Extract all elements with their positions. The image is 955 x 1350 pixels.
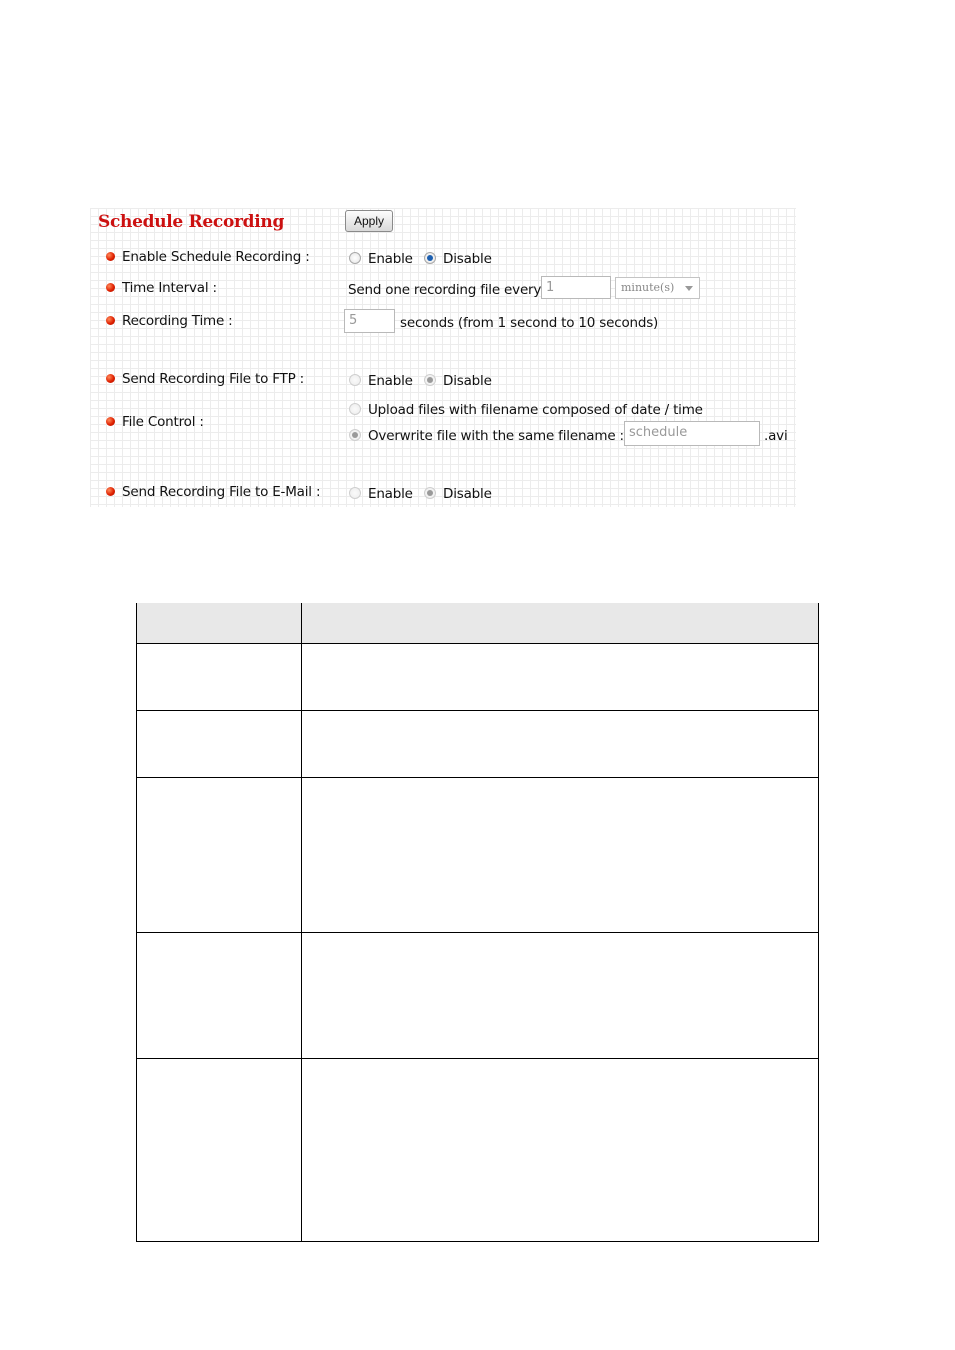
chevron-down-icon xyxy=(685,286,693,291)
recording-time-suffix: seconds (from 1 second to 10 seconds) xyxy=(400,315,659,331)
schedule-recording-panel xyxy=(90,208,796,507)
table-row-divider xyxy=(136,932,819,933)
enable-schedule-disable-radio[interactable] xyxy=(424,252,436,264)
description-table xyxy=(136,603,819,1242)
table-header-row xyxy=(137,603,819,643)
enable-schedule-enable-label: Enable xyxy=(368,251,413,267)
send-email-label: Send Recording File to E-Mail : xyxy=(122,484,321,500)
time-interval-unit-select[interactable] xyxy=(615,277,700,299)
table-border-right xyxy=(818,603,819,1242)
send-ftp-disable-radio[interactable] xyxy=(424,374,436,386)
time-interval-label: Time Interval : xyxy=(122,280,217,296)
table-header-divider xyxy=(136,643,819,644)
enable-schedule-disable-label: Disable xyxy=(443,251,492,267)
panel-title: Schedule Recording xyxy=(98,212,285,232)
table-row-divider xyxy=(136,777,819,778)
send-email-disable-label: Disable xyxy=(443,486,492,502)
send-ftp-enable-label: Enable xyxy=(368,373,413,389)
bullet-icon xyxy=(106,316,115,325)
table-column-divider xyxy=(301,603,302,1242)
bullet-icon xyxy=(106,487,115,496)
time-interval-unit-value: minute(s) xyxy=(621,281,675,294)
table-row-divider xyxy=(136,1058,819,1059)
send-ftp-disable-label: Disable xyxy=(443,373,492,389)
bullet-icon xyxy=(106,417,115,426)
file-control-overwrite-label: Overwrite file with the same filename : xyxy=(368,428,624,444)
table-row-divider xyxy=(136,710,819,711)
send-email-disable-radio[interactable] xyxy=(424,487,436,499)
file-control-overwrite-radio[interactable] xyxy=(349,429,361,441)
table-border-bottom xyxy=(136,1241,819,1242)
send-ftp-enable-radio[interactable] xyxy=(349,374,361,386)
time-interval-prefix: Send one recording file every xyxy=(348,282,542,298)
enable-schedule-label: Enable Schedule Recording : xyxy=(122,249,310,265)
file-control-label: File Control : xyxy=(122,414,204,430)
time-interval-input[interactable]: 1 xyxy=(541,276,611,299)
table-border-left xyxy=(136,603,137,1242)
send-email-enable-radio[interactable] xyxy=(349,487,361,499)
file-control-upload-radio[interactable] xyxy=(349,403,361,415)
bullet-icon xyxy=(106,283,115,292)
send-ftp-label: Send Recording File to FTP : xyxy=(122,371,304,387)
apply-button[interactable]: Apply xyxy=(345,210,393,232)
send-email-enable-label: Enable xyxy=(368,486,413,502)
filename-input[interactable]: schedule xyxy=(624,421,760,446)
filename-extension: .avi xyxy=(764,428,788,444)
recording-time-label: Recording Time : xyxy=(122,313,233,329)
bullet-icon xyxy=(106,252,115,261)
bullet-icon xyxy=(106,374,115,383)
file-control-upload-label: Upload files with filename composed of date / time xyxy=(368,402,703,418)
recording-time-input[interactable]: 5 xyxy=(344,309,395,333)
enable-schedule-enable-radio[interactable] xyxy=(349,252,361,264)
